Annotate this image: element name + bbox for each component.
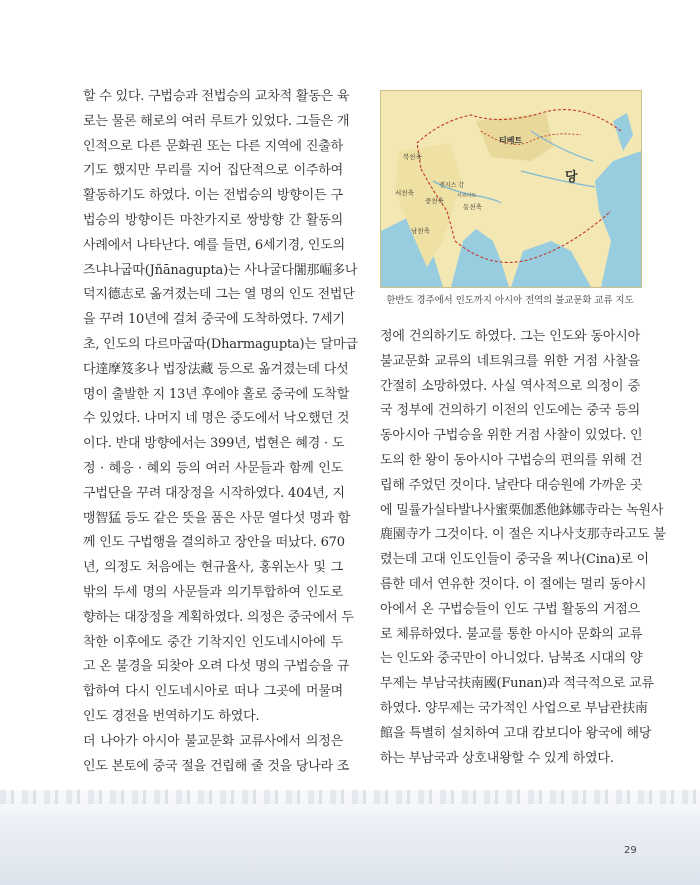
text-line: 불교문화 교류의 네트워크를 위한 거점 사찰을 [380,353,640,369]
text-line: 덕지德志로 옮겨졌는데 그는 열 명의 인도 전법단 [83,287,355,303]
text-line: 께 인도 구법행을 결의하고 장안을 떠났다. 670 [83,535,345,551]
text-line: 름한 데서 연유한 것이다. 이 절에는 멀리 동아시 [380,576,647,592]
text-line: 초, 인도의 다르마굽따(Dharmagupta)는 달마급 [83,336,358,352]
text-line: 할 수 있다. 구법승과 전법승의 교차적 활동은 육 [83,89,350,104]
text-line: 간절히 소망하였다. 사실 역사적으로 의정이 중 [380,378,640,394]
text-line: 활동하기도 하였다. 이는 전법승의 방향이든 구 [83,188,343,204]
text-line: 에 밀률가실타발나사蜜栗伽悉他鉢娜寺라는 녹원사 [380,502,664,518]
text-line: 인도 본토에 중국 절을 건립해 줄 것을 당나라 조 [83,758,350,774]
label-west-india: 서천축 [395,189,414,197]
text-line: 국 정부에 건의하기 이전의 인도에는 중국 등의 [380,403,640,419]
text-line: 인적으로 다른 문화권 또는 다른 지역에 진출하 [83,138,343,154]
text-line: 는 인도와 중국만이 아니었다. 남북조 시대의 양 [380,651,643,667]
text-line: 다達摩笈多나 법장法藏 등으로 옮겨졌는데 다섯 [83,361,349,377]
text-line: 맹智猛 등도 같은 뜻을 품은 사문 열다섯 명과 함 [83,510,351,526]
text-line: 로 체류하였다. 불교를 통한 아시아 문화의 교류 [380,626,643,642]
label-tibet: 티베트 [499,136,523,145]
text-line: 고 온 불경을 되찾아 오려 다섯 명의 구법승을 규 [83,659,350,675]
text-line: 착한 이후에도 중간 기착지인 인도네시아에 두 [83,634,343,650]
text-line: 사례에서 나타난다. 예를 들면, 6세기경, 인도의 [83,237,345,253]
label-north-india: 북천축 [403,153,422,161]
text-line: 렸는데 고대 인도인들이 중국을 찌나(Cina)로 이 [380,552,649,568]
text-line: 하였다. 양무제는 국가적인 사업으로 부남관扶南 [380,700,648,716]
text-line: 鹿園寺가 그것이다. 이 절은 지나사支那寺라고도 불 [380,527,666,543]
map-illustration [381,91,641,287]
text-line: 을 꾸려 10년에 걸쳐 중국에 도착하였다. 7세기 [83,312,345,328]
label-east-india: 동천축 [463,203,482,211]
label-south-india: 남천축 [411,227,430,235]
text-line: 아에서 온 구법승들이 인도 구법 활동의 거점으 [380,601,640,617]
map-caption: 한반도 경주에서 인도까지 아시아 전역의 불교문화 교류 지도 [386,295,634,306]
text-line: 정에 건의하기도 하였다. 그는 인도와 동아시아 [380,329,640,344]
text-line: 정 · 혜응 · 혜외 등의 여러 사문들과 함께 인도 [83,460,343,476]
text-line: 년, 의정도 처음에는 현규율사, 홍위논사 및 그 [83,560,343,576]
text-line: 하는 부남국과 상호내왕할 수 있게 하였다. [380,750,614,766]
text-line: 명이 출발한 지 13년 후에야 홀로 중국에 도착할 [83,386,350,402]
text-line: 구법단을 꾸려 대장정을 시작하였다. 404년, 지 [83,485,345,501]
buddhist-exchange-map [380,90,642,288]
label-sarnath: 사르나트 [457,193,477,199]
label-central-india: 중천축 [425,197,444,205]
text-line: 법승의 방향이든 마찬가지로 쌍방향 간 활동의 [83,212,343,228]
text-line: 이다. 반대 방향에서는 399년, 법현은 혜경 · 도 [83,436,345,452]
text-line: 기도 했지만 무리를 지어 집단적으로 이주하여 [83,163,343,179]
text-line: 로는 물론 해로의 여러 루트가 있었다. 그들은 개 [83,113,350,129]
bottom-wash-decoration [0,790,700,885]
text-line: 무제는 부남국扶南國(Funan)과 적극적으로 교류 [380,676,654,692]
text-line: 합하여 다시 인도네시아로 떠나 그곳에 머물며 [83,684,343,700]
text-line: 도의 한 왕이 동아시아 구법승의 편의를 위해 건 [380,452,643,468]
text-line: 즈냐나굽따(Jñānagupta)는 사나굴다闍那崛多나 [83,262,358,278]
left-text-column [83,85,358,779]
text-line: 동아시아 구법승을 위한 거점 사찰이 있었다. 인 [380,428,643,444]
page-number: 29 [624,845,637,856]
text-line: 향하는 대장정을 계획하였다. 의정은 중국에서 두 [83,609,354,625]
text-line: 수 있었다. 나머지 네 명은 중도에서 낙오했던 것 [83,411,350,427]
text-line: 인도 경전을 번역하기도 하였다. [83,708,260,724]
right-text-column [380,325,666,771]
text-line: 립해 주었던 것이다. 날란다 대승원에 가까운 곳 [380,477,643,493]
text-line: 더 나아가 아시아 불교문화 교류사에서 의정은 [83,733,343,749]
label-ganges: 갠지스 강 [439,182,465,189]
text-line: 館을 특별히 설치하여 고대 캄보디아 왕국에 해당 [380,725,652,741]
text-line: 밖의 두세 명의 사문들과 의기투합하여 인도로 [83,584,343,600]
label-tang: 당 [565,170,578,185]
